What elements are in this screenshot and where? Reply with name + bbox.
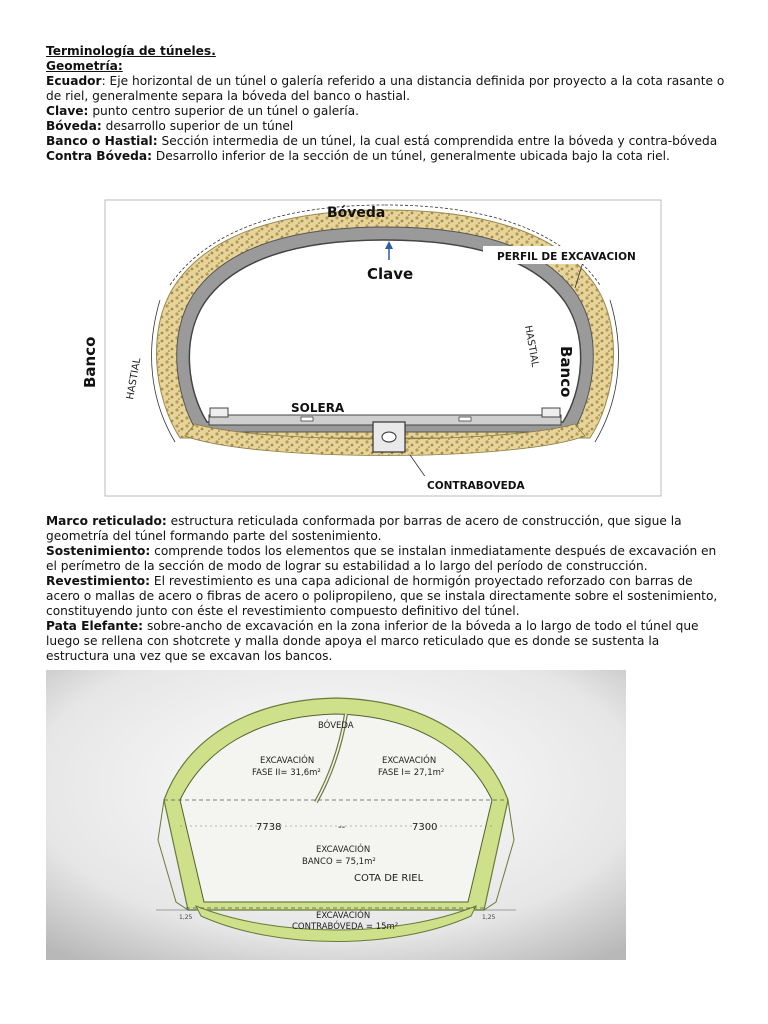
tunnel-section-figure — [81, 200, 661, 496]
hastial-left-label: HASTIAL — [125, 357, 144, 401]
definition-separator: : — [101, 74, 110, 88]
definition-term: Revestimiento: — [46, 574, 151, 588]
definition-term: Marco reticulado: — [46, 514, 167, 528]
banco-right-label: Banco — [557, 346, 575, 398]
fase1-value: FASE I= 27,1m² — [378, 768, 445, 778]
definition-text: Desarrollo inferior de la sección de un túnel, generalmente ubicada bajo la cota riel. — [155, 149, 670, 163]
fase2-title: EXCAVACIÓN — [260, 756, 315, 766]
solera-label: SOLERA — [291, 401, 345, 415]
contra-title: EXCAVACIÓN — [316, 911, 371, 921]
banco-left-label: Banco — [81, 336, 99, 388]
definition-item — [46, 574, 726, 619]
definition-text: estructura reticulada conformada por barras de acero de construcción, que sigue la geometría del túnel formando parte del sostenimiento. — [46, 514, 682, 543]
definition-term: Clave: — [46, 104, 89, 118]
banco-title: EXCAVACIÓN — [316, 845, 371, 855]
contraboveda-label: CONTRABOVEDA — [427, 480, 525, 492]
banco-value: BANCO = 75,1m² — [302, 857, 376, 867]
contra-value: CONTRABÓVEDA = 15m² — [292, 922, 399, 932]
definitions-top — [46, 74, 726, 164]
definition-term: Ecuador — [46, 74, 102, 88]
definition-item — [46, 514, 726, 544]
definition-text: punto centro superior de un túnel o galería. — [92, 104, 360, 118]
hastial-right-label: HASTIAL — [522, 324, 541, 369]
fase2-value: FASE II= 31,6m² — [252, 768, 321, 778]
definition-text: comprende todos los elementos que se instalan inmediatamente después de excavación en el perímetro de la sección de modo de lograr su estabilidad a lo largo del período de construcción. — [46, 544, 717, 573]
definition-text: sobre-ancho de excavación en la zona inferior de la bóveda a lo largo de todo el túnel que luego se rellena con shotcrete y malla donde apoya el marco reticulado que es donde se sustenta la estructura una vez que se excavan los bancos. — [46, 619, 699, 663]
cota-label: COTA DE RIEL — [354, 873, 424, 884]
definitions-bottom — [46, 514, 726, 664]
dim-left: 7738 — [256, 822, 282, 833]
definition-item — [46, 119, 726, 134]
excavation-phases-figure — [46, 670, 626, 960]
boveda-label-2: BÓVEDA — [318, 721, 354, 731]
definition-term: Bóveda: — [46, 119, 102, 133]
dim-right: 7300 — [412, 822, 438, 833]
definition-item — [46, 74, 726, 104]
definition-term: Banco o Hastial: — [46, 134, 158, 148]
definition-text: Sección intermedia de un túnel, la cual está comprendida entre la bóveda y contra-bóveda — [161, 134, 718, 148]
boveda-label: Bóveda — [327, 205, 386, 221]
definition-text: desarrollo superior de un túnel — [105, 119, 294, 133]
dim-mid: -- — [338, 822, 346, 833]
definition-text: Eje horizontal de un túnel o galería referido a una distancia definida por proyecto a la cota rasante o de riel, generalmente separa la bóveda del banco o hastial. — [46, 74, 725, 103]
definition-term: Contra Bóveda: — [46, 149, 152, 163]
definition-item — [46, 149, 726, 164]
definition-item — [46, 544, 726, 574]
definition-term: Sostenimiento: — [46, 544, 151, 558]
clave-label: Clave — [367, 265, 414, 283]
perfil-label: PERFIL DE EXCAVACION — [497, 251, 636, 263]
definition-item — [46, 104, 726, 119]
document-title: Terminología de túneles. — [46, 44, 216, 58]
definition-item — [46, 134, 726, 149]
section-heading: Geometría: — [46, 59, 123, 73]
small-dim-left: 1,25 — [179, 914, 193, 921]
definitions-bottom-block — [46, 514, 726, 664]
document-body — [46, 44, 726, 164]
fase1-title: EXCAVACIÓN — [382, 756, 437, 766]
definition-item — [46, 619, 726, 664]
definition-text: El revestimiento es una capa adicional de hormigón proyectado reforzado con barras de acero o mallas de acero o fibras de acero o polipropileno, que se instala directamente sobre el sostenimiento, constituyendo junto con éste el revestimiento compuesto definitivo del túnel. — [46, 574, 718, 618]
definition-term: Pata Elefante: — [46, 619, 144, 633]
small-dim-right: 1,25 — [482, 914, 496, 921]
